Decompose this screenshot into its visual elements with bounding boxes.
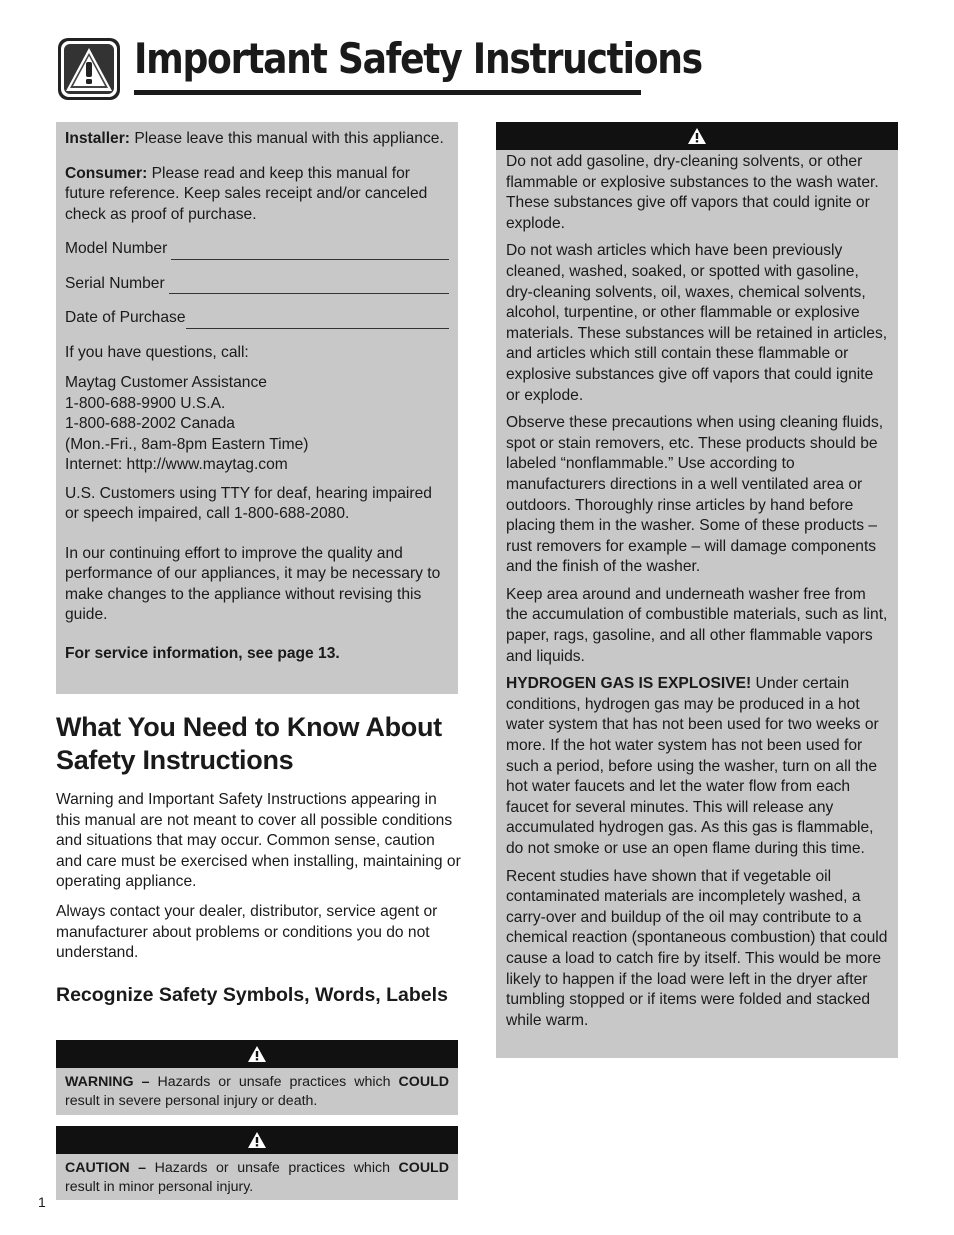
warning-description: WARNING – Hazards or unsafe practices which COULD result in severe personal injury or death. bbox=[65, 1074, 449, 1109]
warning-paragraph: Keep area around and underneath washer free from the accumulation of combustible materials, such as lint, paper, rags, gasoline, and all other flammable vapors and liquids. bbox=[506, 585, 888, 665]
caution-description: CAUTION – Hazards or unsafe practices which COULD result in minor personal injury. bbox=[65, 1160, 449, 1195]
service-info: For service information, see page 13. bbox=[65, 644, 340, 662]
warning-paragraph: Observe these precautions when using cleaning fluids, spot or stain removers, etc. These products should be labeled “nonflammable.” Use according to manufacturers directions in a well ventilated area or outdoors. Thoroughly rinse articles by hand before placing them in the washer. Some of these products – rust removers for example – will damage components and the finish of the washer. bbox=[506, 414, 884, 576]
title-underline bbox=[134, 90, 641, 95]
warning-label-box bbox=[56, 1040, 458, 1115]
page-number: 1 bbox=[38, 1194, 46, 1210]
warning-triangle-icon bbox=[247, 1045, 267, 1063]
phone-canada: 1-800-688-2002 Canada bbox=[65, 415, 235, 432]
section-subheading: Recognize Safety Symbols, Words, Labels bbox=[56, 984, 448, 1006]
page-title: Important Safety Instructions bbox=[134, 34, 702, 83]
warning-triangle-icon bbox=[687, 127, 707, 145]
installer-note: Installer: Please leave this manual with this appliance. bbox=[65, 130, 444, 147]
tty-text: U.S. Customers using TTY for deaf, hearing impaired or speech impaired, call 1-800-688-2080. bbox=[65, 484, 432, 522]
hours: (Mon.-Fri., 8am-8pm Eastern Time) bbox=[65, 435, 309, 453]
section-paragraph-1: Warning and Important Safety Instructions appearing in this manual are not meant to cover all possible conditions and situations that may occur. Common sense, caution and care must be exercised when installing, maintaining or operating appliance. bbox=[56, 791, 461, 891]
date-of-purchase-field: Date of Purchase bbox=[65, 308, 449, 329]
questions-text: If you have questions, call: bbox=[65, 343, 249, 361]
warning-bar bbox=[56, 1040, 458, 1068]
warning-triangle-icon bbox=[57, 37, 121, 101]
consumer-note: Consumer: Please read and keep this manual for future reference. Keep sales receipt and/or canceled check as proof of purchase. bbox=[65, 164, 428, 223]
warning-paragraph: Do not wash articles which have been previously cleaned, washed, soaked, or spotted with gasoline, dry-cleaning solvents, oil, waxes, chemical solvents, alcohol, turpentine, or other flammable or explosive materials. These substances will be retained in articles, and articles which still contain these flammable or explosive substances give off vapors that could ignite or explode. bbox=[506, 242, 888, 404]
caution-label-box bbox=[56, 1126, 458, 1200]
hydrogen-warning-paragraph: HYDROGEN GAS IS EXPLOSIVE! Under certain conditions, hydrogen gas may be produced in a hot water system that has not been used for two weeks or more. If the hot water system has not been used for such a period, before using the washer, turn on all the hot water faucets and let the water flow from each faucet for several minutes. This will release any accumulated hydrogen gas. As this gas is flammable, do not smoke or use an open flame during this time. bbox=[506, 675, 879, 857]
caution-bar bbox=[56, 1126, 458, 1154]
flammable-warning-box bbox=[496, 122, 898, 1058]
section-paragraph-2: Always contact your dealer, distributor, service agent or manufacturer about problems or conditions you do not understand. bbox=[56, 903, 438, 962]
continuing-text: In our continuing effort to improve the quality and performance of our appliances, it may be necessary to make changes to the appliance without revising this guide. bbox=[65, 544, 441, 623]
warning-paragraph: Do not add gasoline, dry-cleaning solvents, or other flammable or explosive substances to the wash water. These substances give off vapors that could ignite or explode. bbox=[506, 153, 879, 232]
serial-number-field: Serial Number bbox=[65, 274, 449, 295]
model-number-field: Model Number bbox=[65, 239, 449, 260]
warning-paragraph: Recent studies have shown that if vegetable oil contaminated materials are incompletely washed, a carry-over and buildup of the oil may contribute to a chemical reaction (spontaneous combustion) that could cause a load to catch fire by itself. This would be more likely to happen if the load were left in the dryer after tumbling stopped or if items were folded and stacked while warm. bbox=[506, 867, 888, 1029]
internet-link: Internet: http://www.maytag.com bbox=[65, 456, 288, 473]
owner-info-box bbox=[56, 122, 458, 694]
contact-name: Maytag Customer Assistance bbox=[65, 374, 267, 391]
phone-us: 1-800-688-9900 U.S.A. bbox=[65, 394, 226, 412]
warning-bar bbox=[496, 122, 898, 150]
section-heading: What You Need to Know About Safety Instructions bbox=[56, 712, 442, 775]
warning-paragraphs bbox=[496, 150, 898, 1040]
warning-triangle-icon bbox=[247, 1131, 267, 1149]
